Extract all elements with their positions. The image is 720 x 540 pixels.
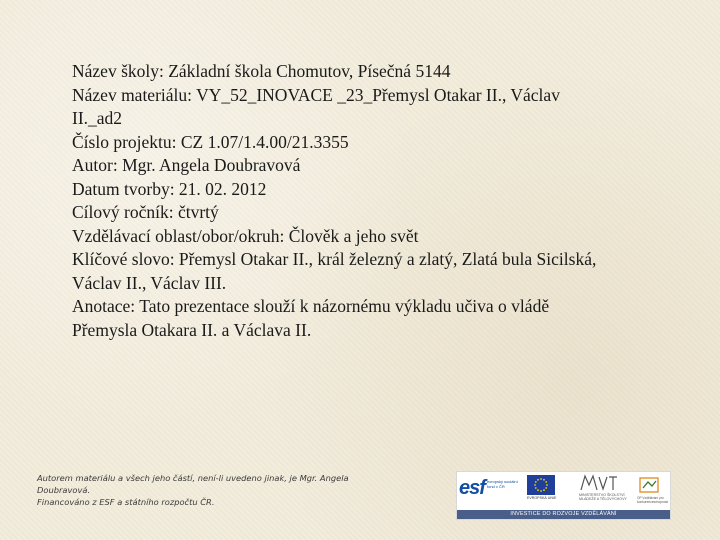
author-line: Autor: Mgr. Angela Doubravová (72, 155, 301, 175)
material-name-line: Název materiálu: VY_52_INOVACE _23_Přemysl Otakar II., Václav II._ad2 (72, 84, 560, 128)
esf-label: evropský sociální fond v ČR (487, 479, 518, 489)
school-name-line: Název školy: Základní škola Chomutov, Písečná 5144 (72, 61, 451, 81)
annotation-line: Anotace: Tato prezentace slouží k názornému výkladu učiva o vládě Přemysla Otakara II. a Václava II. (72, 296, 550, 340)
investment-banner: INVESTICE DO ROZVOJE VZDĚLÁVÁNÍ (457, 510, 670, 519)
eu-stars-icon (527, 475, 555, 495)
op-logo (637, 475, 667, 505)
funding-note: Financováno z ESF a státního rozpočtu ČR. (37, 497, 215, 507)
eu-logo (527, 475, 575, 505)
eu-flag-icon (527, 475, 555, 495)
keywords-line: Klíčové slovo: Přemysl Otakar II., král železný a zlatý, Zlatá bula Sicilská, Václav II., Václav III. (72, 249, 597, 293)
op-mark-icon (637, 475, 663, 495)
eu-label: EVROPSKÁ UNIE (527, 496, 557, 500)
msmt-logo (579, 473, 627, 507)
project-number-line: Číslo projektu: CZ 1.07/1.4.00/21.3355 (72, 131, 349, 152)
authorship-note: Autorem materiálu a všech jeho částí, není-li uvedeno jinak, je Mgr. Angela Doubravová. (37, 473, 349, 495)
metadata-block (72, 60, 612, 342)
msmt-mark-icon (579, 473, 619, 493)
esf-logo (459, 475, 521, 505)
subject-area-line: Vzdělávací oblast/obor/okruh: Člověk a jeho svět (72, 225, 419, 246)
msmt-label: MINISTERSTVO ŠKOLSTVÍ, MLÁDEŽE A TĚLOVÝCHOVY (579, 493, 627, 501)
op-label: OP Vzdělávání pro konkurenceschopnost (637, 496, 669, 504)
target-grade-line: Cílový ročník: čtvrtý (72, 202, 219, 222)
footer-credits (37, 472, 377, 508)
creation-date-line: Datum tvorby: 21. 02. 2012 (72, 178, 267, 199)
funding-logos-strip (456, 471, 671, 520)
esf-mark: esf (459, 477, 485, 499)
